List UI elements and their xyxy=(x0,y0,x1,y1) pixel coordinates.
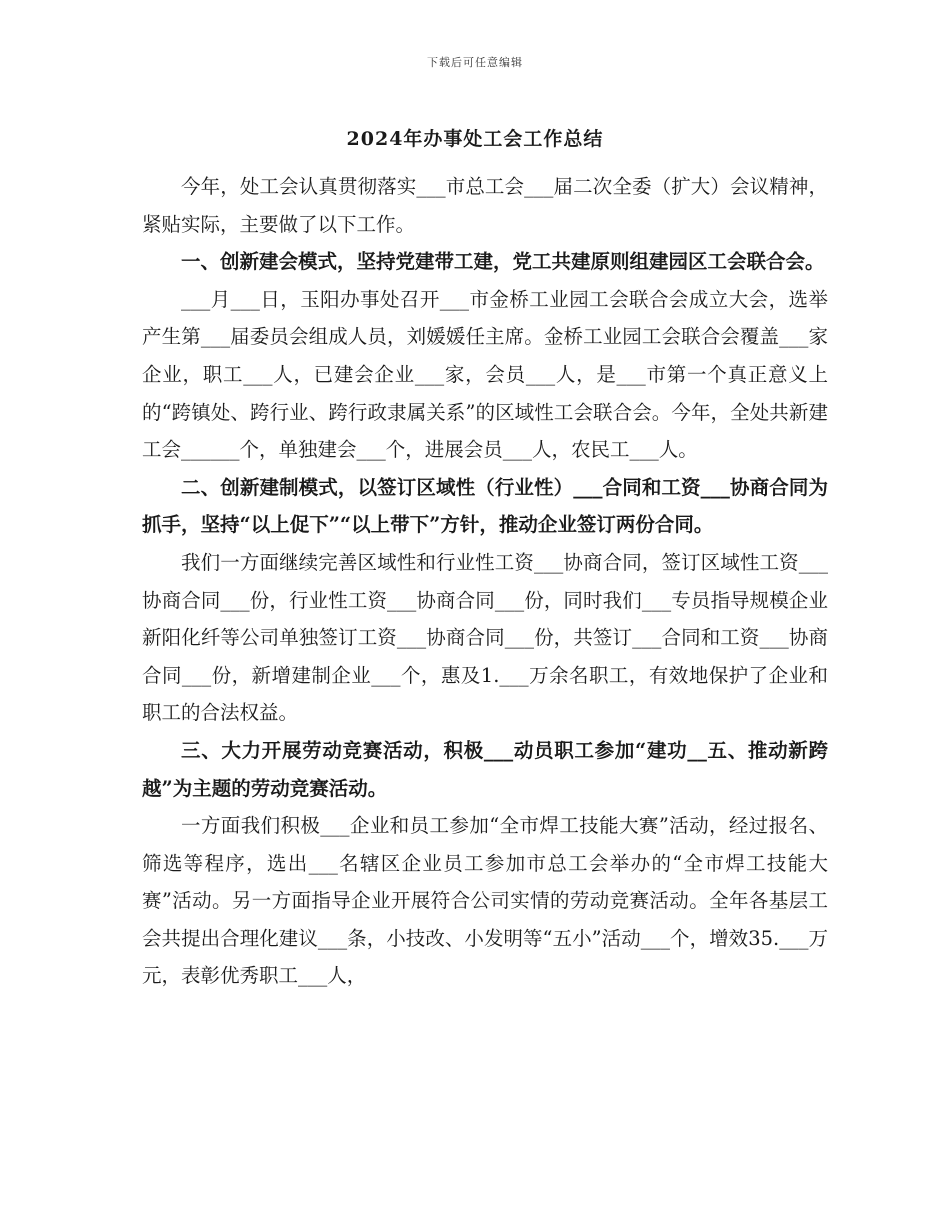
section-heading-2: 二、创新建制模式，以签订区域性（行业性）___合同和工资___协商合同为抓手，坚持“以上促下”“以上带下”方针，推动企业签订两份合同。 xyxy=(142,475,828,537)
section-heading-1: 一、创新建会模式，坚持党建带工建，党工共建原则组建园区工会联合会。 xyxy=(181,250,825,274)
section-body-3: 一方面我们积极___企业和员工参加“全市焊工技能大赛”活动，经过报名、筛选等程序，选出___名辖区企业员工参加市总工会举办的“全市焊工技能大赛”活动。另一方面指导企业开展符合公司实情的劳动竞赛活动。全年各基层工会共提出合理化建议___条，小技改、小发明等“五小”活动___个，增效35.___万元，表彰优秀职工___人， xyxy=(142,814,828,988)
section-heading-3: 三、大力开展劳动竞赛活动，积极___动员职工参加“建功__五、推动新跨越”为主题的劳动竞赛活动。 xyxy=(142,738,828,800)
section-body-1: ___月___日，玉阳办事处召开___市金桥工业园工会联合会成立大会，选举产生第___届委员会组成人员，刘媛媛任主席。金桥工业园工会联合会覆盖___家企业，职工___人，已建会企业___家，会员___人，是___市第一个真正意义上的“跨镇处、跨行业、跨行政隶属关系”的区域性工会联合会。今年，全处共新建工会______个，单独建会___个，进展会员___人，农民工___人。 xyxy=(142,287,828,462)
section-body-2: 我们一方面继续完善区域性和行业性工资___协商合同，签订区域性工资___协商合同___份，行业性工资___协商合同___份，同时我们___专员指导规模企业新阳化纤等公司单独签订工资___协商合同___份，共签订___合同和工资___协商合同___份，新增建制企业___个，惠及1.___万余名职工，有效地保护了企业和职工的合法权益。 xyxy=(142,550,828,725)
header-note: 下载后可任意编辑 xyxy=(427,56,523,69)
document-body xyxy=(142,168,828,995)
intro-paragraph: 今年，处工会认真贯彻落实___市总工会___届二次全委（扩大）会议精神，紧贴实际，主要做了以下工作。 xyxy=(142,175,828,236)
document-title: 2024年办事处工会工作总结 xyxy=(346,128,604,150)
